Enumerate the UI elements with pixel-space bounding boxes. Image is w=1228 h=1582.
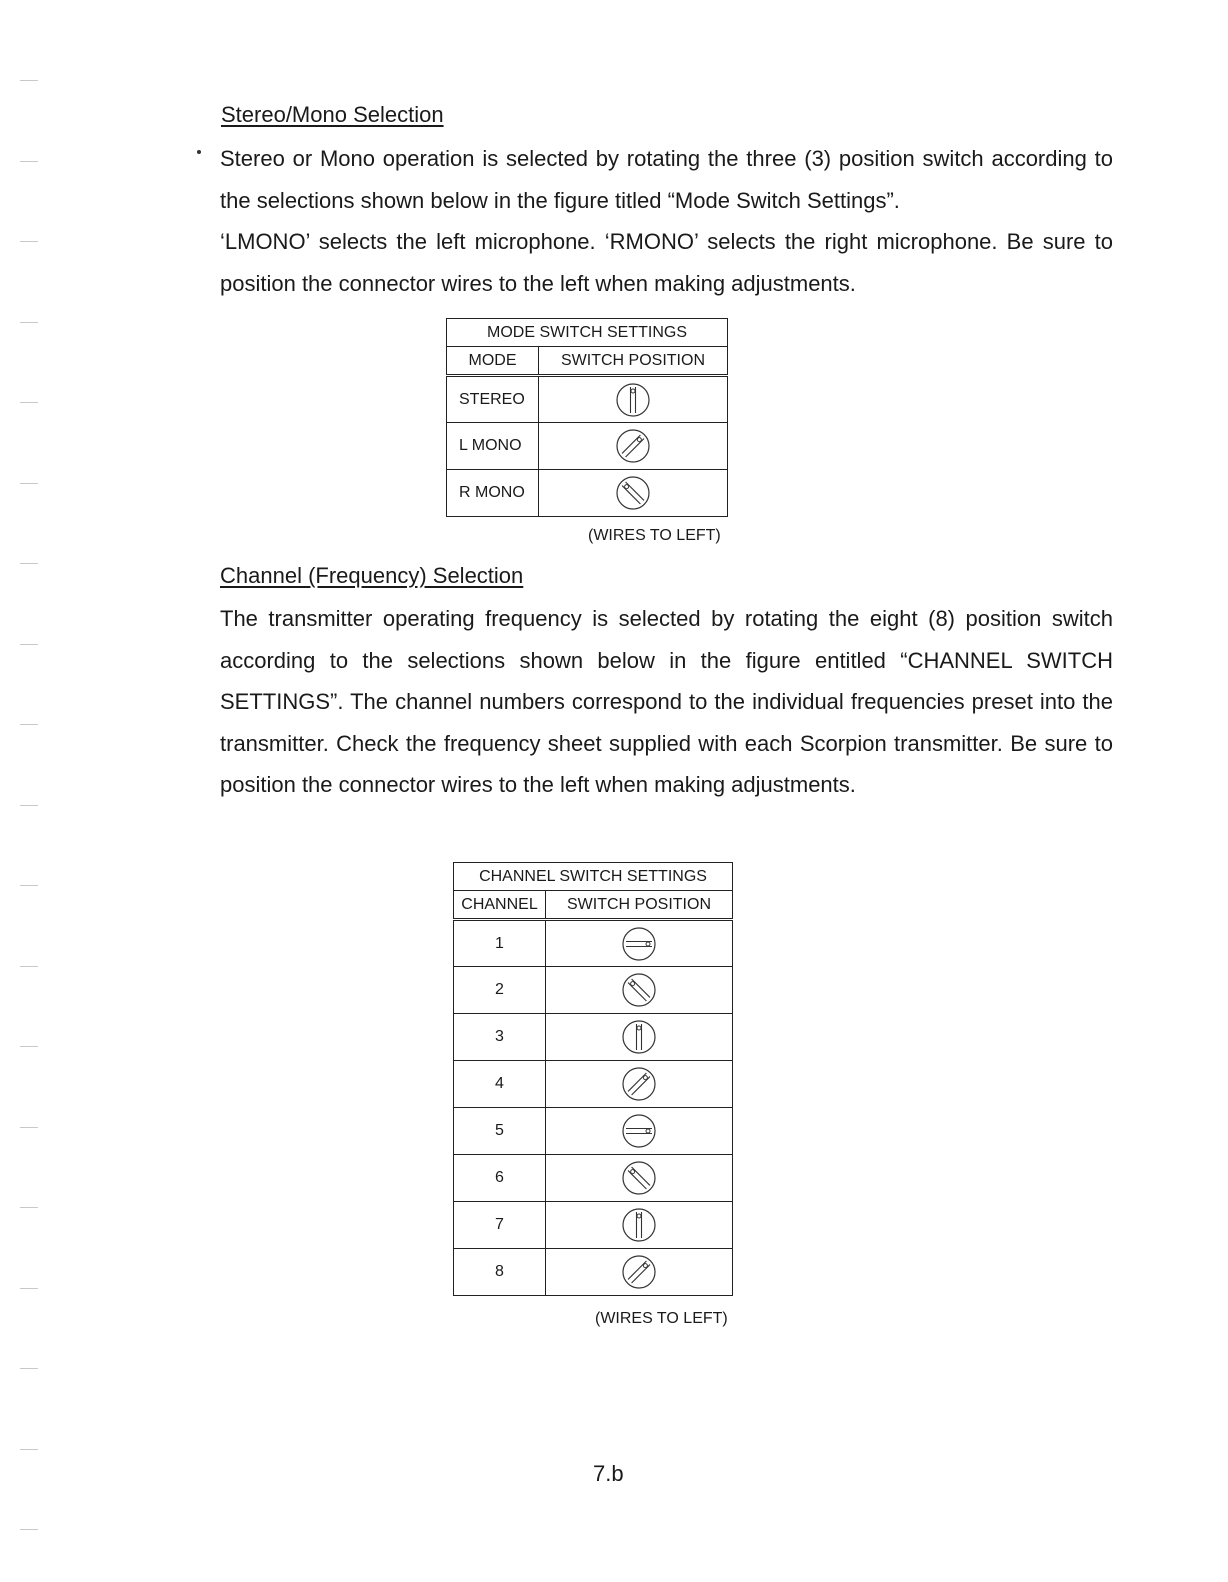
rotary-switch-icon — [621, 972, 657, 1008]
channel-table-note: (WIRES TO LEFT) — [595, 1310, 728, 1327]
switch-position-cell — [546, 1061, 733, 1108]
mode-row — [447, 376, 728, 423]
channel-switch-position-column-header: SWITCH POSITION — [546, 891, 733, 920]
stereo-mono-paragraph-1: Stereo or Mono operation is selected by rotating the three (3) position switch according to the selections shown below in the figure titled “Mode Switch Settings”. — [220, 146, 1113, 213]
channel-selection-paragraph: The transmitter operating frequency is selected by rotating the eight (8) position switch according to the selections shown below in the figure entitled “CHANNEL SWITCH SETTINGS”. The channel numbers correspond to the individual frequencies preset into the transmitter. Check the frequency sheet supplied with each Scorpion transmitter. Be sure to position the connector wires to the left when making adjustments. — [220, 606, 1113, 797]
channel-label: 3 — [454, 1014, 546, 1061]
margin-tick — [20, 483, 38, 484]
switch-position-cell — [546, 1249, 733, 1296]
margin-tick — [20, 241, 38, 242]
channel-label: 8 — [454, 1249, 546, 1296]
stereo-mono-heading: Stereo/Mono Selection — [221, 102, 444, 127]
switch-position-cell — [539, 470, 728, 517]
mode-row — [447, 470, 728, 517]
rotary-switch-icon — [615, 475, 651, 511]
margin-tick — [20, 1529, 38, 1530]
rotary-switch-icon — [621, 1066, 657, 1102]
stray-dot — [197, 150, 201, 154]
margin-tick — [20, 1368, 38, 1369]
mode-row — [447, 423, 728, 470]
margin-tick — [20, 563, 38, 564]
margin-tick — [20, 1449, 38, 1450]
channel-row — [454, 1061, 733, 1108]
channel-table-title: CHANNEL SWITCH SETTINGS — [454, 863, 733, 891]
margin-tick — [20, 805, 38, 806]
switch-position-cell — [546, 920, 733, 967]
channel-row — [454, 1155, 733, 1202]
margin-tick — [20, 161, 38, 162]
page-number: 7.b — [593, 1461, 624, 1486]
switch-position-cell — [546, 1014, 733, 1061]
switch-position-cell — [546, 1202, 733, 1249]
channel-label: 2 — [454, 967, 546, 1014]
switch-position-cell — [546, 967, 733, 1014]
rotary-switch-icon — [621, 1019, 657, 1055]
margin-tick — [20, 724, 38, 725]
channel-label: 7 — [454, 1202, 546, 1249]
mode-label: L MONO — [447, 423, 539, 470]
margin-tick — [20, 1207, 38, 1208]
mode-label: STEREO — [447, 376, 539, 423]
switch-position-column-header: SWITCH POSITION — [539, 347, 728, 376]
mode-label: R MONO — [447, 470, 539, 517]
rotary-switch-icon — [615, 382, 651, 418]
switch-position-cell — [546, 1108, 733, 1155]
channel-selection-heading: Channel (Frequency) Selection — [220, 563, 524, 588]
rotary-switch-icon — [621, 1207, 657, 1243]
margin-tick — [20, 402, 38, 403]
switch-position-cell — [546, 1155, 733, 1202]
mode-table-title: MODE SWITCH SETTINGS — [447, 319, 728, 347]
margin-tick — [20, 1127, 38, 1128]
channel-column-header: CHANNEL — [454, 891, 546, 920]
rotary-switch-icon — [621, 1113, 657, 1149]
margin-tick — [20, 1288, 38, 1289]
margin-tick — [20, 1046, 38, 1047]
switch-position-cell — [539, 376, 728, 423]
rotary-switch-icon — [615, 428, 651, 464]
channel-label: 6 — [454, 1155, 546, 1202]
channel-label: 5 — [454, 1108, 546, 1155]
margin-tick — [20, 966, 38, 967]
stereo-mono-paragraph-2: ‘LMONO’ selects the left microphone. ‘RMONO’ selects the right microphone. Be sure to position the connector wires to the left when making adjustments. — [220, 229, 1113, 296]
channel-row — [454, 1014, 733, 1061]
channel-switch-table — [453, 862, 733, 1296]
mode-column-header: MODE — [447, 347, 539, 376]
rotary-switch-icon — [621, 1254, 657, 1290]
margin-tick — [20, 322, 38, 323]
margin-tick — [20, 885, 38, 886]
channel-row — [454, 1108, 733, 1155]
channel-label: 4 — [454, 1061, 546, 1108]
margin-tick — [20, 80, 38, 81]
channel-label: 1 — [454, 920, 546, 967]
margin-tick — [20, 644, 38, 645]
rotary-switch-icon — [621, 926, 657, 962]
mode-table-note: (WIRES TO LEFT) — [588, 527, 721, 544]
channel-row — [454, 1202, 733, 1249]
mode-switch-table — [446, 318, 728, 517]
channel-row — [454, 1249, 733, 1296]
rotary-switch-icon — [621, 1160, 657, 1196]
channel-row — [454, 967, 733, 1014]
channel-row — [454, 920, 733, 967]
switch-position-cell — [539, 423, 728, 470]
